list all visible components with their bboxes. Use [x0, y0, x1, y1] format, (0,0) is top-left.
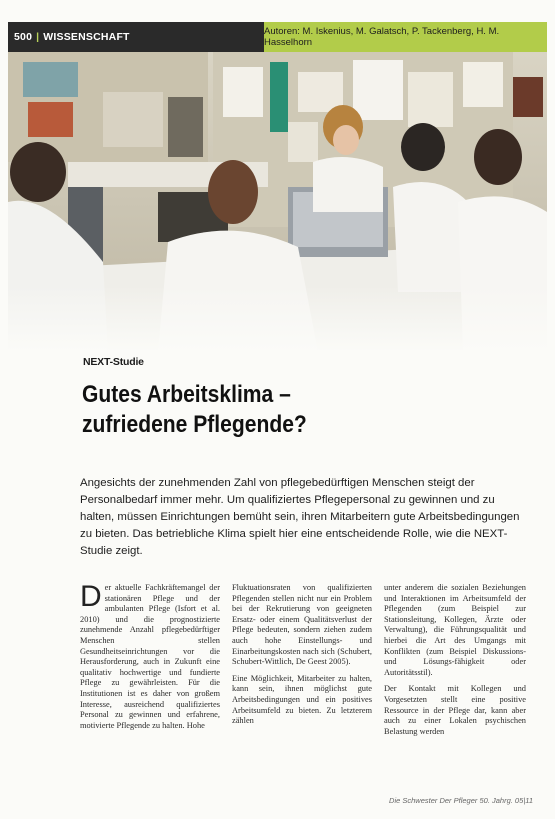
- col3-paragraph-1: unter anderem die sozialen Beziehungen und Interaktionen im Arbeitsumfeld der Pflegenden (zum Beispiel zur Stationsleitung, Kollegen, Ärzte oder Verwaltung), die Führungsqualität und hierbei die Art des Umgangs mit Konflikten (zum Beispiel Diskussions- und Lösungs-fähigkeit oder Autoritätsstil).: [384, 583, 526, 677]
- lead-paragraph: Angesichts der zunehmenden Zahl von pflegebedürftigen Menschen steigt der Personalbedarf immer mehr. Um qualifiziertes Pflegepersonal zu gewinnen und zu halten, müssen Einrichtungen bemüht sein, ihren Mitarbeitern gute Arbeitsbedingungen zu bieten. Das betriebliche Klima spielt hier eine entscheidende Rolle, wie die NEXT-Studie zeigt.: [80, 477, 520, 557]
- col3-paragraph-2: Der Kontakt mit Kollegen und Vorgesetzten stellt eine positive Ressource in der Pflege dar, kann aber auch zu einer Lokalen psychischen Belastung werden: [384, 684, 526, 736]
- authors-bar: [264, 22, 547, 52]
- body-column-2: [232, 583, 372, 733]
- col1-paragraph-1: er aktuelle Fachkräftemangel der stationären Pflege und der ambulanten Pflege (Isfort et al. 2010) und die prognostizierte zunehmende Anzahl pflegebedürftiger Menschen stellen Gesundheitseinrichtungen vor die Herausforderung, auch in Zukunft eine qualitativ hochwertige und fundierte Pflege zu gewährleisten. Für die Institutionen ist es daher von großem Interesse, ausreichend qualifiziertes Personal zu gewinnen und erfahrene, motivierte Pflegende zu halten. Hohe: [80, 583, 220, 730]
- nurses-photo-illustration: [8, 52, 547, 352]
- col2-paragraph-1: Fluktuationsraten von qualifizierten Pflegenden stellen nicht nur ein Problem bei der Rekrutierung von geeigneten Ersatz- oder einem Qualitätsverlust der Pflege bedeuten, sondern ziehen zudem auch hohe Einstellungs- und Einarbeitungskosten nach sich (Schubert, Schubert-Wittlich, De Geest 2005).: [232, 583, 372, 667]
- header-bar: [8, 22, 547, 52]
- authors: Autoren: M. Iskenius, M. Galatsch, P. Tackenberg, H. M. Hasselhorn: [264, 26, 500, 48]
- article-title: [82, 380, 512, 440]
- page-number: 500: [14, 31, 33, 43]
- title-line-1: Gutes Arbeitsklima –: [82, 381, 291, 408]
- title-line-2: zufriedene Pflegende?: [82, 411, 307, 438]
- separator: |: [36, 31, 40, 43]
- article-photo: [8, 52, 547, 352]
- kicker: NEXT-Studie: [83, 356, 144, 368]
- col2-paragraph-2: Eine Möglichkeit, Mitarbeiter zu halten, kann sein, ihnen möglichst gute Arbeitsbedingungen und ein positives Arbeitsumfeld zu bieten. Zu letzterem zählen: [232, 673, 372, 726]
- section-label: [8, 22, 264, 52]
- body-column-3: [384, 583, 526, 743]
- drop-cap: D: [80, 580, 102, 613]
- body-column-1: [80, 580, 220, 737]
- page-footer: Die Schwester Der Pfleger 50. Jahrg. 05|11: [389, 796, 533, 805]
- section-name: WISSENSCHAFT: [43, 31, 130, 43]
